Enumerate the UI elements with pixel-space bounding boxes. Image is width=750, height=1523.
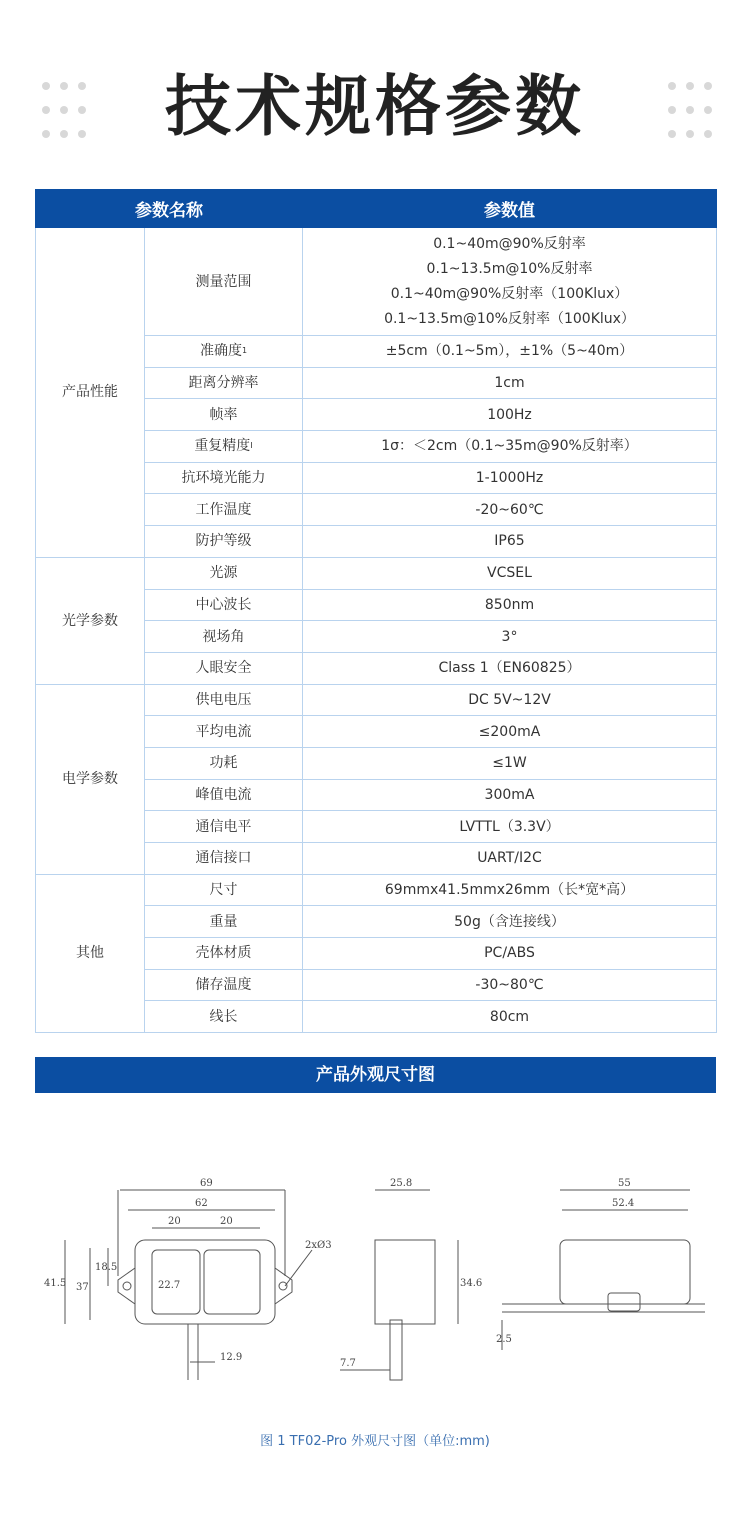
param-name <box>145 716 303 748</box>
footnote-marker: I <box>250 441 253 451</box>
mount-hole-right <box>279 1282 287 1290</box>
side-view-body <box>375 1240 435 1324</box>
param-value <box>303 684 717 716</box>
param-value-line: 100Hz <box>487 406 532 423</box>
param-value <box>303 557 717 589</box>
side-view-cable <box>390 1320 402 1380</box>
param-name <box>145 399 303 431</box>
param-value-line: 1σ：＜2cm（0.1~35m@90%反射率） <box>381 438 638 455</box>
dim-front-lens-a: 20 <box>168 1216 181 1227</box>
table-row <box>36 874 717 906</box>
param-name <box>145 621 303 653</box>
param-name <box>145 684 303 716</box>
param-name-text: 准确度 <box>199 343 242 360</box>
param-value-line: 1-1000Hz <box>475 470 544 487</box>
param-value-line: 0.1~13.5m@10%反射率（100Klux） <box>384 310 635 327</box>
param-name-text: 测量范围 <box>195 273 252 290</box>
dim-front-total-height: 41.5 <box>44 1278 67 1289</box>
param-value <box>303 938 717 970</box>
dim-front-inner-width: 62 <box>195 1198 208 1209</box>
spec-table <box>35 189 717 1033</box>
dim-front-lens-b: 20 <box>220 1216 233 1227</box>
param-name-text: 储存温度 <box>195 977 252 994</box>
param-name-text: 中心波长 <box>195 596 252 613</box>
param-name-text: 防护等级 <box>195 533 252 550</box>
group-name: 其他 <box>36 874 145 1032</box>
param-value-line: IP65 <box>494 533 525 550</box>
param-name <box>145 228 303 336</box>
table-row <box>36 228 717 336</box>
param-name-text: 帧率 <box>209 406 238 423</box>
param-name <box>145 874 303 906</box>
param-value <box>303 526 717 558</box>
mount-hole-left <box>123 1282 131 1290</box>
group-name: 光学参数 <box>36 557 145 684</box>
dim-back-flange: 2.5 <box>496 1334 512 1345</box>
param-name-text: 光源 <box>209 565 238 582</box>
header-param-name: 参数名称 <box>36 190 303 228</box>
param-name <box>145 652 303 684</box>
param-name <box>145 906 303 938</box>
param-value-line: 0.1~40m@90%反射率（100Klux） <box>390 285 629 302</box>
param-name <box>145 1001 303 1033</box>
dim-side-height: 34.6 <box>460 1278 483 1289</box>
param-name-text: 视场角 <box>202 628 245 645</box>
param-name <box>145 969 303 1001</box>
param-value-line: ≤200mA <box>478 723 541 740</box>
param-value-line: UART/I2C <box>477 850 542 867</box>
param-value-line: 300mA <box>484 786 535 803</box>
param-name-text: 尺寸 <box>209 882 238 899</box>
param-value <box>303 462 717 494</box>
param-name-text: 重量 <box>209 913 238 930</box>
lens-right <box>204 1250 260 1314</box>
param-value-line: -20~60℃ <box>475 501 544 518</box>
param-value <box>303 747 717 779</box>
param-name-text: 距离分辨率 <box>188 375 259 392</box>
param-value <box>303 367 717 399</box>
param-name-text: 峰值电流 <box>195 786 252 803</box>
page-title: 技术规格参数 <box>165 68 585 145</box>
param-value-line: 850nm <box>484 596 535 613</box>
param-value <box>303 811 717 843</box>
dimension-drawing <box>40 1170 720 1410</box>
group-name: 产品性能 <box>36 228 145 558</box>
param-value-line: 3° <box>501 628 518 645</box>
dim-front-hole: 2xØ3 <box>305 1240 332 1251</box>
param-value-line: LVTTL（3.3V） <box>459 818 560 835</box>
param-value <box>303 874 717 906</box>
param-value <box>303 431 717 463</box>
dim-front-top-height: 18.5 <box>95 1262 118 1273</box>
param-name <box>145 462 303 494</box>
param-value-line: PC/ABS <box>484 945 535 962</box>
param-value <box>303 399 717 431</box>
param-value <box>303 843 717 875</box>
param-value-line: 50g（含连接线） <box>454 913 565 930</box>
dim-front-total-width: 69 <box>200 1178 213 1189</box>
dim-front-cable: 12.9 <box>220 1352 243 1363</box>
dim-front-lens-height: 22.7 <box>158 1280 181 1291</box>
param-value <box>303 228 717 336</box>
param-name-text: 抗环境光能力 <box>181 470 266 487</box>
param-value-line: -30~80℃ <box>475 977 544 994</box>
param-name <box>145 811 303 843</box>
param-name <box>145 494 303 526</box>
front-view-left-tab <box>118 1268 135 1304</box>
header-param-value: 参数值 <box>303 190 717 228</box>
dim-side-cable: 7.7 <box>340 1358 356 1369</box>
table-row <box>36 557 717 589</box>
param-name <box>145 843 303 875</box>
param-value-line: DC 5V~12V <box>468 691 551 708</box>
param-value <box>303 494 717 526</box>
spec-table-header <box>36 190 717 228</box>
param-value <box>303 906 717 938</box>
param-name-text: 供电电压 <box>195 691 252 708</box>
param-name <box>145 747 303 779</box>
param-name-text: 工作温度 <box>195 501 252 518</box>
decorative-dots-right <box>668 82 712 134</box>
table-row <box>36 684 717 716</box>
param-value <box>303 589 717 621</box>
param-name-text: 功耗 <box>209 755 238 772</box>
param-name <box>145 526 303 558</box>
figure-caption: 图 1 TF02-Pro 外观尺寸图（单位:mm) <box>260 1434 490 1449</box>
param-value <box>303 969 717 1001</box>
param-value-line: 1cm <box>494 375 525 392</box>
spec-table-body <box>36 228 717 1033</box>
param-value-line: 0.1~13.5m@10%反射率 <box>426 260 593 277</box>
param-name <box>145 367 303 399</box>
param-name-text: 通信电平 <box>195 818 252 835</box>
param-name <box>145 557 303 589</box>
param-value <box>303 716 717 748</box>
param-value-line: Class 1（EN60825） <box>438 660 581 677</box>
dim-front-inner-height: 37 <box>76 1282 89 1293</box>
param-name-text: 重复精度 <box>194 438 251 455</box>
param-value <box>303 779 717 811</box>
param-value <box>303 1001 717 1033</box>
back-view-body <box>560 1240 690 1304</box>
param-value-line: VCSEL <box>487 565 532 582</box>
param-name-text: 通信接口 <box>195 850 252 867</box>
param-name <box>145 336 303 368</box>
dim-back-total-width: 55 <box>618 1178 631 1189</box>
param-value <box>303 621 717 653</box>
param-name-text: 壳体材质 <box>195 945 252 962</box>
param-name <box>145 938 303 970</box>
param-name <box>145 431 303 463</box>
front-view-right-tab <box>275 1268 292 1304</box>
param-name <box>145 589 303 621</box>
param-name-text: 人眼安全 <box>195 660 252 677</box>
footnote-marker: 1 <box>241 346 248 356</box>
param-value-line: 69mmx41.5mmx26mm（长*宽*高） <box>384 882 635 899</box>
param-value <box>303 652 717 684</box>
param-name <box>145 779 303 811</box>
section-title-dimensions: 产品外观尺寸图 <box>35 1057 716 1093</box>
param-name-text: 线长 <box>209 1008 238 1025</box>
param-value-line: ≤1W <box>492 755 527 772</box>
param-value-line: 80cm <box>489 1008 530 1025</box>
param-value-line: ±5cm（0.1~5m），±1%（5~40m） <box>385 343 634 360</box>
group-name: 电学参数 <box>36 684 145 874</box>
dim-side-depth: 25.8 <box>390 1178 413 1189</box>
back-view-connector <box>608 1293 640 1311</box>
param-value-line: 0.1~40m@90%反射率 <box>433 235 586 252</box>
param-name-text: 平均电流 <box>195 723 252 740</box>
dim-back-inner-width: 52.4 <box>612 1198 635 1209</box>
param-value <box>303 336 717 368</box>
